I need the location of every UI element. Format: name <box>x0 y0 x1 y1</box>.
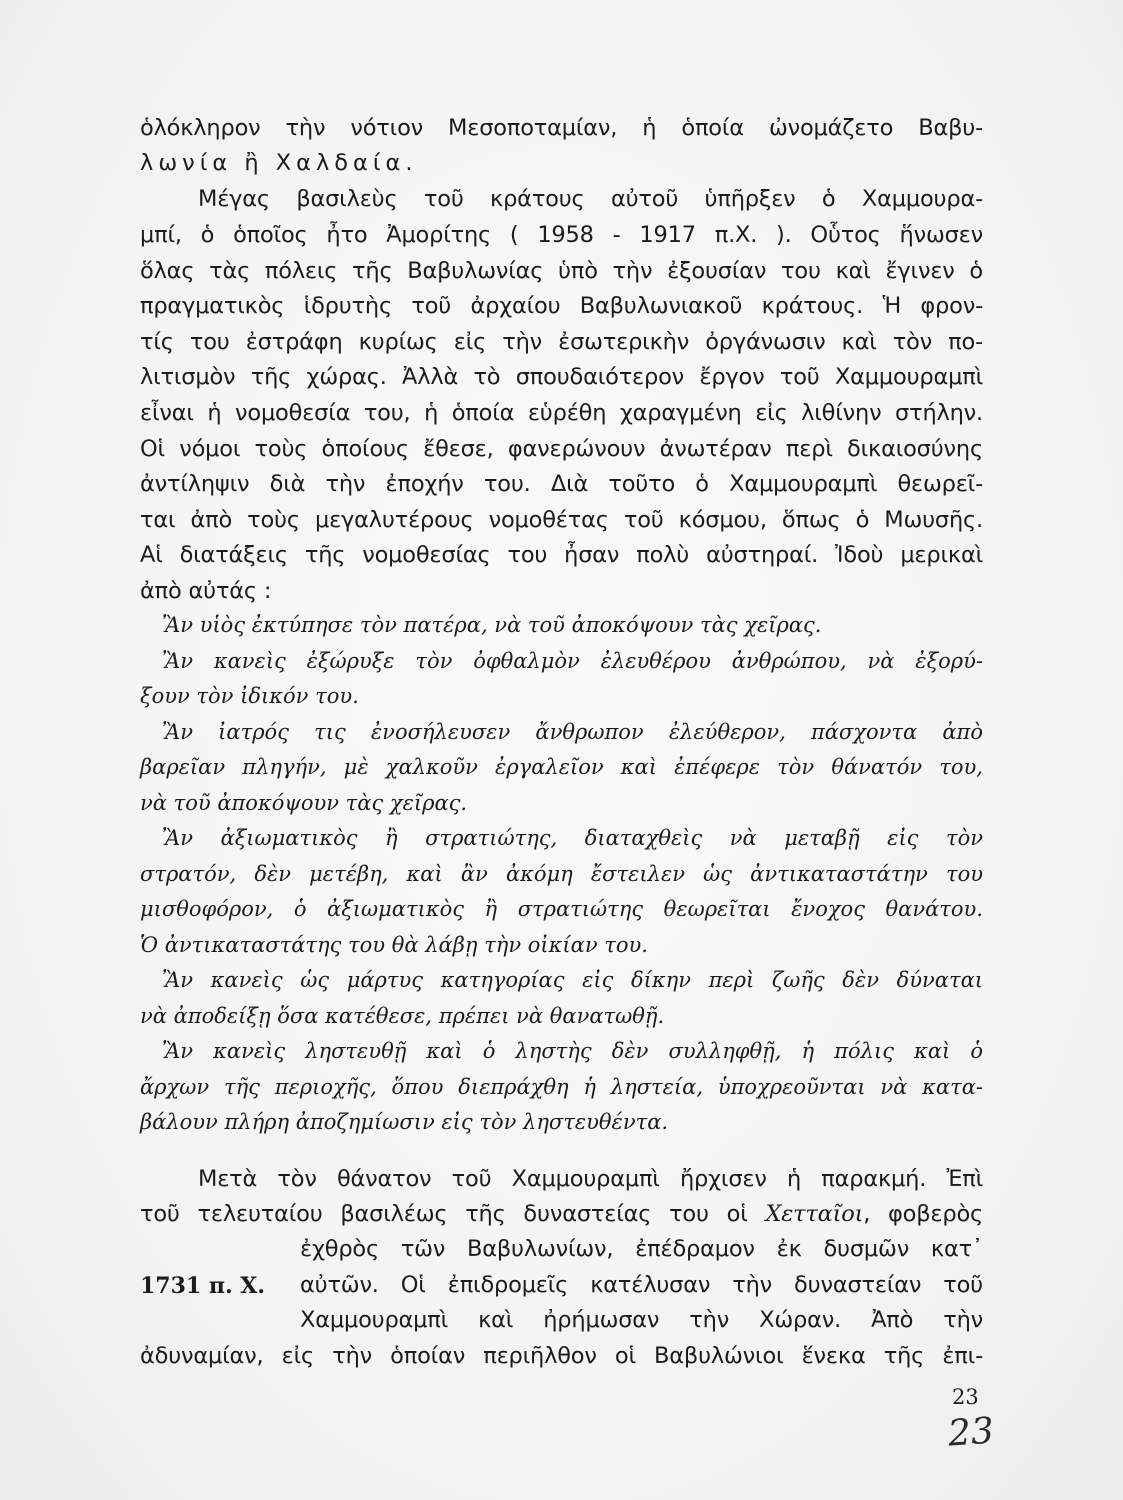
handwritten-page-number: 23 <box>946 1410 996 1455</box>
law-line: νὰ ἀποδείξῃ ὅσα κατέθεσε, πρέπει νὰ θανατωθῇ. <box>140 1004 665 1028</box>
text-line: ται ἀπὸ τοὺς μεγαλυτέρους νομοθέτας τοῦ κόσμου, ὅπως ὁ Μωυσῆς. <box>140 507 983 533</box>
law-line: ξουν τὸν ἰδικόν του. <box>140 684 359 708</box>
law-line: μισθοφόρον, ὁ ἀξιωματικὸς ἢ στρατιώτης θεωρεῖται ἔνοχος θανάτου. <box>140 897 983 921</box>
law-line: Ἂν ἰατρός τις ἐνοσήλευσεν ἄνθρωπον ἐλεύθερον, πάσχοντα ἀπὸ <box>162 720 983 744</box>
law-line: Ἂν κανεὶς ληστευθῇ καὶ ὁ ληστὴς δὲν συλληφθῇ, ἡ πόλις καὶ ὁ <box>162 1039 983 1063</box>
law-line: βάλουν πλήρη ἀποζημίωσιν εἰς τὸν ληστευθέντα. <box>140 1110 669 1134</box>
law-line: Ἂν ἀξιωματικὸς ἢ στρατιώτης, διαταχθεὶς νὰ μεταβῇ εἰς τὸν <box>162 826 983 850</box>
text-line: ἀδυναμίαν, εἰς τὴν ὁποίαν περιῆλθον οἱ Βαβυλώνιοι ἕνεκα τῆς ἐπι- <box>140 1343 983 1369</box>
text-line: ἀπὸ αὐτάς : <box>140 578 272 604</box>
text-line: Αἱ διατάξεις τῆς νομοθεσίας του ἦσαν πολὺ αὐστηραί. Ἰδοὺ μερικαὶ <box>140 542 983 568</box>
text-line: Μέγας βασιλεὺς τοῦ κράτους αὐτοῦ ὑπῆρξεν ὁ Χαμμουρα- <box>198 186 983 212</box>
law-line: ἄρχων τῆς περιοχῆς, ὅπου διεπράχθη ἡ ληστεία, ὑποχρεοῦνται νὰ κατα- <box>140 1075 983 1099</box>
page-number: 23 <box>952 1385 979 1409</box>
law-line: νὰ τοῦ ἀποκόψουν τὰς χεῖρας. <box>140 791 468 815</box>
text-line: τίς του ἐστράφη κυρίως εἰς τὴν ἐσωτερικὴν ὀργάνωσιν καὶ τὸν πο- <box>140 329 983 355</box>
law-line: Ἂν υἱὸς ἐκτύπησε τὸν πατέρα, νὰ τοῦ ἀποκόψουν τὰς χεῖρας. <box>162 613 822 637</box>
law-line: βαρεῖαν πληγήν, μὲ χαλκοῦν ἐργαλεῖον καὶ ἐπέφερε τὸν θάνατόν του, <box>140 755 983 779</box>
text-line: ἀντίληψιν διὰ τὴν ἐποχήν του. Διὰ τοῦτο ὁ Χαμμουραμπὶ θεωρεῖ- <box>140 471 983 497</box>
text-line: πραγματικὸς ἱδρυτὴς τοῦ ἀρχαίου Βαβυλωνιακοῦ κράτους. Ἡ φρον- <box>140 293 983 319</box>
text-line: εἶναι ἡ νομοθεσία του, ἡ ὁποία εὑρέθη χαραγμένη εἰς λιθίνην στήλην. <box>140 400 983 426</box>
text-line: μπί, ὁ ὁποῖος ἦτο Ἀμορίτης ( 1958 - 1917 π.Χ. ). Οὗτος ἥνωσεν <box>140 222 983 248</box>
law-line: Ὁ ἀντικαταστάτης του θὰ λάβῃ τὴν οἰκίαν του. <box>140 933 648 957</box>
law-line: Ἂν κανεὶς ἐξώρυξε τὸν ὀφθαλμὸν ἐλευθέρου ἀνθρώπου, νὰ ἐξορύ- <box>162 649 983 673</box>
margin-date-note: 1731 π. Χ. <box>140 1273 266 1299</box>
text-line: Χαμμουραμπὶ καὶ ἠρήμωσαν τὴν Χώραν. Ἀπὸ τὴν <box>300 1307 983 1333</box>
text-line: λιτισμὸν τῆς χώρας. Ἀλλὰ τὸ σπουδαιότερον ἔργον τοῦ Χαμμουραμπὶ <box>140 364 983 390</box>
text-line: Οἱ νόμοι τοὺς ὁποίους ἔθεσε, φανερώνουν ἀνωτέραν περὶ δικαιοσύνης <box>140 436 983 462</box>
law-line: στρατόν, δὲν μετέβη, καὶ ἂν ἀκόμη ἔστειλεν ὡς ἀντικαταστάτην του <box>140 862 983 886</box>
text-line: λωνία ἢ Χαλδαία. <box>140 150 418 176</box>
text-line: ὁλόκληρον τὴν νότιον Μεσοποταμίαν, ἡ ὁποία ὠνομάζετο Βαβυ- <box>140 115 983 141</box>
text-line: αὐτῶν. Οἱ ἐπιδρομεῖς κατέλυσαν τὴν δυναστείαν τοῦ <box>300 1272 983 1298</box>
text-line: ὅλας τὰς πόλεις τῆς Βαβυλωνίας ὑπὸ τὴν ἐξουσίαν του καὶ ἔγινεν ὁ <box>140 258 983 284</box>
law-line: Ἂν κανεὶς ὡς μάρτυς κατηγορίας εἰς δίκην περὶ ζωῆς δὲν δύναται <box>162 968 983 992</box>
text-line: τοῦ τελευταίου βασιλέως τῆς δυναστείας του οἱ Χετταῖοι, φοβερὸς <box>140 1201 984 1227</box>
hittites-term: Χετταῖοι <box>765 1201 864 1227</box>
text-line: ἐχθρὸς τῶν Βαβυλωνίων, ἐπέδραμον ἐκ δυσμῶν κατ᾽ <box>300 1236 983 1262</box>
text-line: Μετὰ τὸν θάνατον τοῦ Χαμμουραμπὶ ἤρχισεν ἡ παρακμή. Ἐπὶ <box>198 1166 983 1192</box>
